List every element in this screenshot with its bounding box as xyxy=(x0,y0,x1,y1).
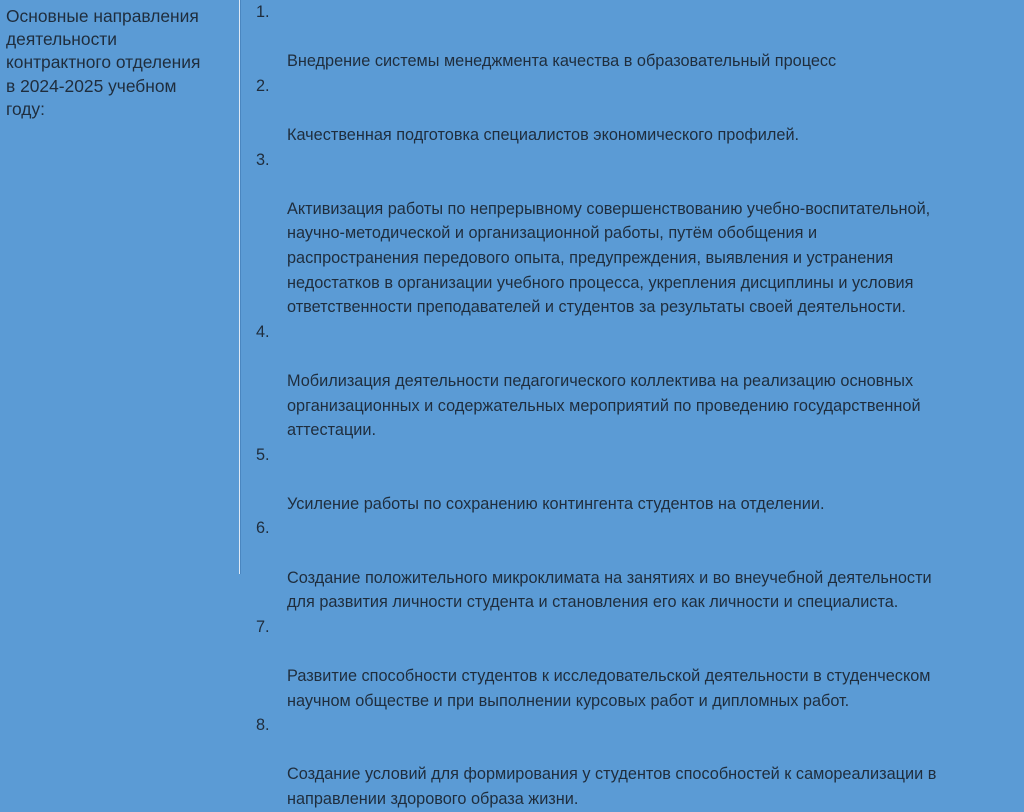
list-item-text: Мобилизация деятельности педагогического коллектива на реализацию основных организационных и содержательных мероприятий по проведению государственной аттестации. xyxy=(287,371,921,440)
list-item xyxy=(256,320,1024,443)
directions-list xyxy=(256,0,1024,812)
list-item xyxy=(256,0,1024,74)
list-item-number: 1. xyxy=(256,3,270,21)
list-item-number: 8. xyxy=(256,716,270,735)
list-item xyxy=(256,615,1024,713)
table-cell-heading xyxy=(0,0,240,574)
list-item-text: Создание условий для формирования у студентов способностей к самореализации в направлении здорового образа жизни. xyxy=(287,765,937,808)
list-item-number: 6. xyxy=(256,519,270,538)
list-item-number: 2. xyxy=(256,76,270,95)
list-item-text: Создание положительного микроклимата на занятиях и во внеучебной деятельности для развития личности студента и становления его как личности и специалиста. xyxy=(287,568,932,612)
list-item-number: 5. xyxy=(256,445,270,464)
list-item-text: Усиление работы по сохранению контингента студентов на отделении. xyxy=(287,494,825,513)
list-item-number: 7. xyxy=(256,617,270,636)
list-item-text: Развитие способности студентов к исследовательской деятельности в студенческом научном обществе и при выполнении курсовых работ и дипломных работ. xyxy=(287,667,931,710)
list-item-text: Качественная подготовка специалистов экономического профилей. xyxy=(287,125,800,144)
list-item xyxy=(256,148,1024,320)
list-item-number: 3. xyxy=(256,150,270,169)
list-item xyxy=(256,443,1024,517)
list-item-text: Активизация работы по непрерывному совершенствованию учебно-воспитательной, научно-методической и организационной работы, путём обобщения и распространения передового опыта, предупреждения, выявления и устранения недостатков в организации учебного процесса, укрепления дисциплины и условия ответственности преподавателей и студентов за результаты своей деятельности. xyxy=(287,199,931,317)
list-item xyxy=(256,516,1024,614)
list-item-text: Внедрение системы менеджмента качества в образовательный процесс xyxy=(287,52,837,71)
table-cell-list xyxy=(243,0,1024,808)
list-item xyxy=(256,74,1024,148)
list-item-number: 4. xyxy=(256,322,270,341)
list-item xyxy=(256,713,1024,811)
section-heading: Основные направления деятельности контрактного отделения в 2024-2025 учебном году: xyxy=(6,6,201,119)
